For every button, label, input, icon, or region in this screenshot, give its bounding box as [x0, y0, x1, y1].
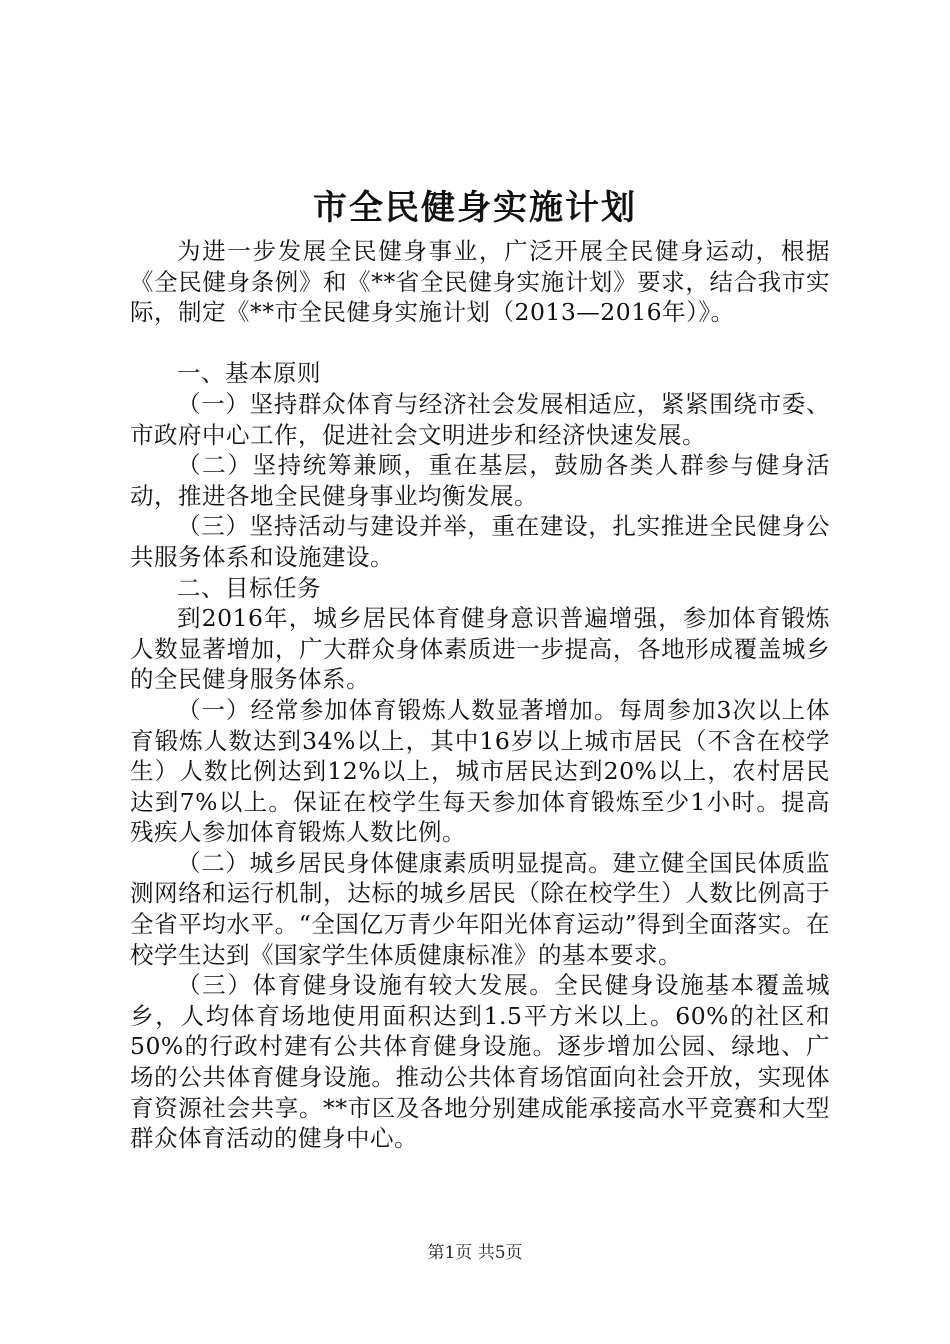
principle-paragraph-1: （一）坚持群众体育与经济社会发展相适应，紧紧围绕市委、市政府中心工作，促进社会文明进步和经济快速发展。 — [130, 389, 830, 449]
goals-intro-paragraph: 到2016年，城乡居民体育健身意识普遍增强，参加体育锻炼人数显著增加，广大群众身体素质进一步提高，各地形成覆盖城乡的全民健身服务体系。 — [130, 604, 830, 694]
principle-paragraph-3: （三）坚持活动与建设并举，重在建设，扎实推进全民健身公共服务体系和设施建设。 — [130, 512, 830, 571]
section-heading-goals: 二、目标任务 — [177, 573, 321, 602]
goal-paragraph-1: （一）经常参加体育锻炼人数显著增加。每周参加3次以上体育锻炼人数达到34%以上，其中16岁以上城市居民（不含在校学生）人数比例达到12%以上，城市居民达到20%以上，农村居民达到7%以上。保证在校学生每天参加体育锻炼至少1小时。提高残疾人参加体育锻炼人数比例。 — [130, 695, 830, 847]
page-number-footer: 第1页 共5页 — [427, 1243, 523, 1263]
goal-paragraph-3: （三）体育健身设施有较大发展。全民健身设施基本覆盖城乡，人均体育场地使用面积达到1.5平方米以上。60%的社区和50%的行政村建有公共体育健身设施。逐步增加公园、绿地、广场的公共体育健身设施。推动公共体育场馆面向社会开放，实现体育资源社会共享。**市区及各地分别建成能承接高水平竞赛和大型群众体育活动的健身中心。 — [130, 971, 830, 1153]
section-heading-principles: 一、基本原则 — [177, 359, 321, 388]
principle-paragraph-2: （二）坚持统筹兼顾，重在基层，鼓励各类人群参与健身活动，推进各地全民健身事业均衡发展。 — [130, 451, 830, 510]
page-title: 市全民健身实施计划 — [313, 188, 637, 228]
intro-paragraph: 为进一步发展全民健身事业，广泛开展全民健身运动，根据《全民健身条例》和《**省全民健身实施计划》要求，结合我市实际，制定《**市全民健身实施计划（2013—2016年）》。 — [130, 237, 830, 327]
goal-paragraph-2: （二）城乡居民身体健康素质明显提高。建立健全国民体质监测网络和运行机制，达标的城乡居民（除在校学生）人数比例高于全省平均水平。“全国亿万青少年阳光体育运动”得到全面落实。在校学生达到《国家学生体质健康标准》的基本要求。 — [130, 848, 830, 969]
document-body — [130, 236, 830, 1154]
